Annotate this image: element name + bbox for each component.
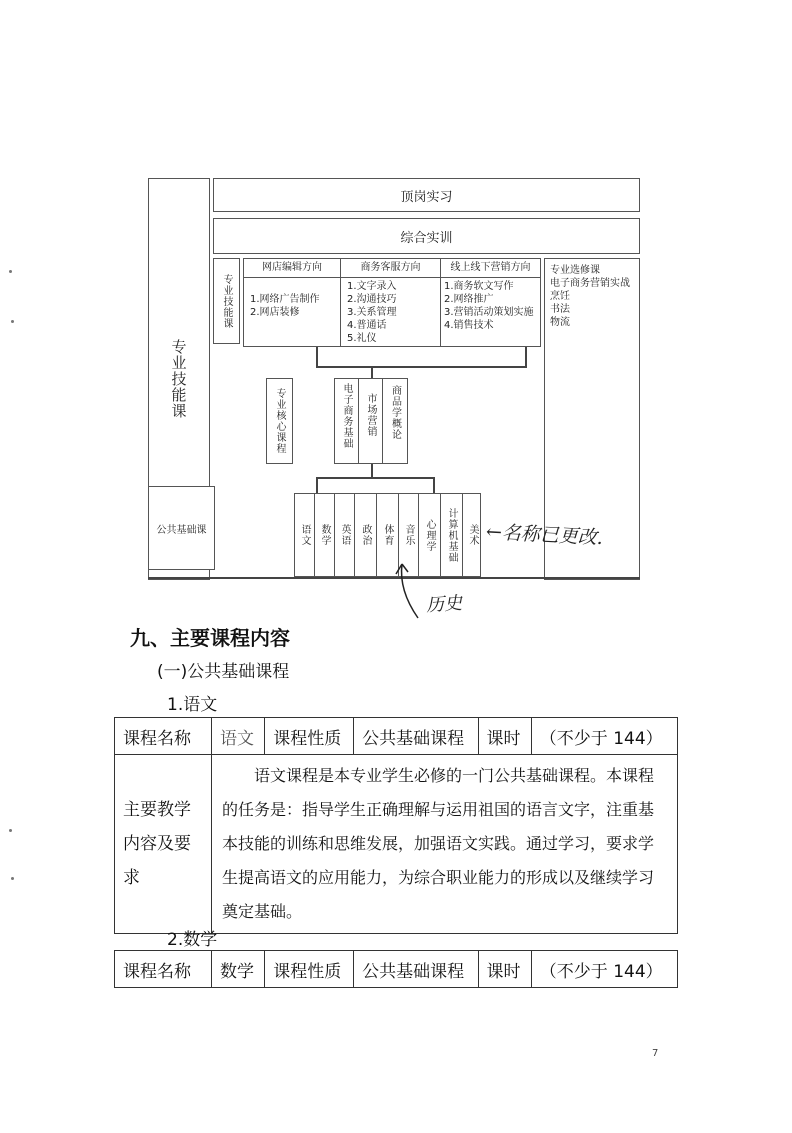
public-courses-box [294, 493, 481, 577]
course-2-table [114, 950, 678, 988]
elective-item: 书法 [550, 304, 570, 315]
direction-1-item: 1.网络广告制作 [250, 294, 320, 305]
name-label: 课程名称 [115, 951, 212, 988]
course-name: 数学 [212, 951, 265, 988]
core-course-label: 专业核心课程 [274, 388, 285, 454]
nature-label: 课程性质 [265, 718, 354, 755]
public-course-item: 体育 [377, 494, 399, 576]
course-hours: （不少于 144） [531, 718, 677, 755]
course-2-heading: 2.数学 [167, 930, 218, 950]
public-course-item: 美术 [467, 524, 478, 546]
handwritten-note-rename: ←名称已更改. [485, 520, 604, 550]
name-label: 课程名称 [115, 718, 212, 755]
professional-skill-label: 专业技能课 [169, 339, 188, 419]
elective-item: 专业选修课 [550, 265, 600, 276]
direction-title-2: 商务客服方向 [360, 262, 421, 273]
public-course-item: 语文 [295, 494, 315, 576]
skill-course-label: 专业技能课 [221, 273, 232, 329]
handwritten-arrow [392, 558, 424, 620]
direction-3-item: 2.网络推广 [444, 294, 494, 305]
public-course-item: 数学 [315, 494, 335, 576]
core-courses-box [334, 378, 408, 464]
core-course-item: 市场营销 [365, 393, 376, 437]
elective-item: 烹饪 [550, 291, 570, 302]
internship-bar [213, 178, 640, 212]
direction-3-item: 1.商务软文写作 [444, 281, 514, 292]
subsection-title: (一)公共基础课程 [157, 662, 290, 682]
nature-label: 课程性质 [265, 951, 354, 988]
course-hours: （不少于 144） [531, 951, 677, 988]
direction-2-item: 3.关系管理 [347, 307, 397, 318]
public-course-label-box [148, 486, 215, 570]
direction-2-item: 2.沟通技巧 [347, 294, 397, 305]
direction-title-1: 网店编辑方向 [262, 262, 322, 273]
public-course-item: 政治 [355, 494, 377, 576]
hours-label: 课时 [478, 951, 531, 988]
elective-item: 电子商务营销实战 [550, 278, 630, 289]
section-title: 九、主要课程内容 [130, 626, 290, 650]
public-course-item: 音乐 [399, 494, 419, 576]
public-course-label: 公共基础课 [156, 524, 207, 536]
directions-box [243, 258, 541, 347]
handwritten-note-history: 历史 [425, 592, 463, 617]
direction-1-item: 2.网店装修 [250, 307, 300, 318]
course-nature: 公共基础课程 [354, 718, 478, 755]
course-nature: 公共基础课程 [354, 951, 478, 988]
direction-title-3: 线上线下营销方向 [450, 262, 531, 273]
course-name: 语文 [212, 718, 265, 755]
core-course-item: 商品学概论 [389, 385, 401, 440]
core-course-item: 电子商务基础 [341, 383, 352, 449]
course-1-heading: 1.语文 [167, 695, 218, 715]
page-number: 7 [652, 1048, 659, 1059]
public-course-item: 计算机基础 [441, 494, 463, 576]
skill-course-box [213, 258, 240, 344]
direction-3-item: 4.销售技术 [444, 320, 494, 331]
core-course-label-box [266, 378, 293, 464]
direction-3-item: 3.营销活动策划实施 [444, 307, 534, 318]
elective-item: 物流 [550, 317, 570, 328]
direction-2-item: 1.文字录入 [347, 281, 397, 292]
public-course-item: 心理学 [419, 494, 441, 576]
direction-2-item: 5.礼仪 [347, 333, 377, 344]
content-label: 主要教学内容及要求 [115, 755, 212, 934]
course-content: 语文课程是本专业学生必修的一门公共基础课程。本课程的任务是：指导学生正确理解与运用祖国的语言文字，注重基本技能的训练和思维发展，加强语文实践。通过学习，要求学生提高语文的应用能力，为综合职业能力的形成以及继续学习奠定基础。 [212, 755, 678, 934]
hours-label: 课时 [478, 718, 531, 755]
training-bar [213, 218, 640, 254]
public-course-item: 英语 [335, 494, 355, 576]
training-label: 综合实训 [400, 230, 453, 246]
internship-label: 顶岗实习 [400, 189, 453, 205]
direction-2-item: 4.普通话 [347, 320, 387, 331]
course-1-table [114, 717, 678, 934]
